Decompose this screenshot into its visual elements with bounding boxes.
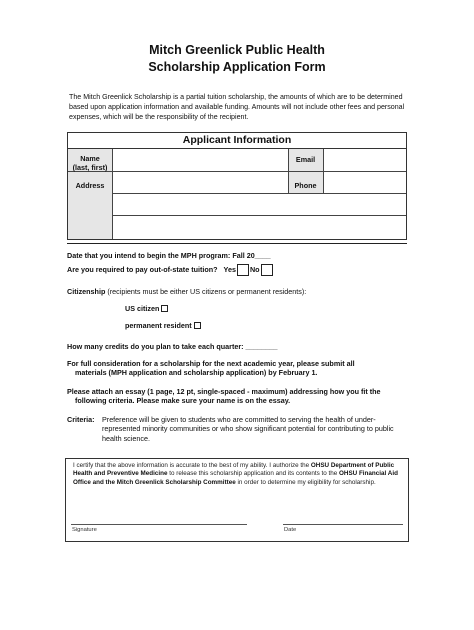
yes-checkbox[interactable] [237,264,249,276]
permanent-resident-option [125,321,201,330]
criteria-label: Criteria: [67,415,95,424]
essay-line1: Please attach an essay (1 page, 12 pt, single-spaced - maximum) addressing how you fit the [67,387,381,396]
phone-field[interactable] [324,172,406,193]
cert-text-part: I certify that the above information is accurate to the best of my ability. I authorize the [73,462,311,469]
credits-question: How many credits do you plan to take each quarter: ________ [67,342,278,351]
citizenship-question [67,287,306,296]
signature-line[interactable] [71,524,247,525]
cert-department: OHSU Department of Public Health and Preventive Medicine [73,462,395,478]
permanent-resident-label: permanent resident [125,321,192,330]
permanent-resident-checkbox[interactable] [194,322,201,329]
address-field-line2[interactable] [113,194,406,215]
certification-box [65,458,409,542]
us-citizen-label: US citizen [125,304,160,313]
us-citizen-option [125,304,168,313]
no-label: No [249,264,260,274]
no-checkbox[interactable] [261,264,273,276]
email-field[interactable] [324,150,406,171]
us-citizen-checkbox[interactable] [161,305,168,312]
form-title-line1: Mitch Greenlick Public Health [149,43,325,57]
citizenship-label: Citizenship [67,287,106,296]
section-divider [67,243,407,244]
certification-text [73,462,403,487]
out-of-state-question [67,264,274,276]
cert-text-part: in order to determine my eligibility for scholarship. [235,478,376,486]
mph-start-question: Date that you intend to begin the MPH program: Fall 20____ [67,251,271,260]
out-of-state-text: Are you required to pay out-of-state tuition? [67,264,218,274]
criteria-text: Preference will be given to students who are committed to serving the health of under-represented minority communities or who show significant potential for contributing to public health science. [102,415,394,443]
form-title-line2: Scholarship Application Form [148,60,326,74]
applicant-info-header: Applicant Information [68,133,406,149]
applicant-info-table [67,132,407,240]
name-field[interactable] [113,150,287,171]
name-label [68,154,112,172]
address-label: Address [75,181,105,190]
essay-line2: following criteria. Please make sure your name is on the essay. [75,396,291,406]
consideration-line2: materials (MPH application and scholarship application) by February 1. [75,368,318,378]
address-field-line3[interactable] [113,216,406,239]
consideration-paragraph [67,359,412,378]
email-label: Email [295,155,316,164]
citizenship-note: (recipients must be either US citizens or permanent residents): [105,287,307,296]
intro-paragraph: The Mitch Greenlick Scholarship is a partial tuition scholarship, the amounts of which are to be determined based upon application information and available funding. Amounts will not include other fees and personal expenses, which will be the responsibility of the recipient. [69,93,405,122]
date-label: Date [284,527,297,533]
signature-label: Signature [72,527,97,533]
cert-text-part: to release this scholarship application and its contents to the [167,470,340,478]
name-label-sub: (last, first) [72,163,108,172]
cert-committee: OHSU Financial Aid Office and the Mitch Greenlick Scholarship Committee [73,470,398,486]
phone-label: Phone [294,181,317,190]
essay-paragraph [67,387,412,406]
yes-label: Yes [223,264,236,274]
date-line[interactable] [283,524,403,525]
consideration-line1: For full consideration for a scholarship for the next academic year, please submit all [67,359,355,368]
address-field-line1[interactable] [113,172,287,193]
name-label-text: Name [80,154,100,163]
